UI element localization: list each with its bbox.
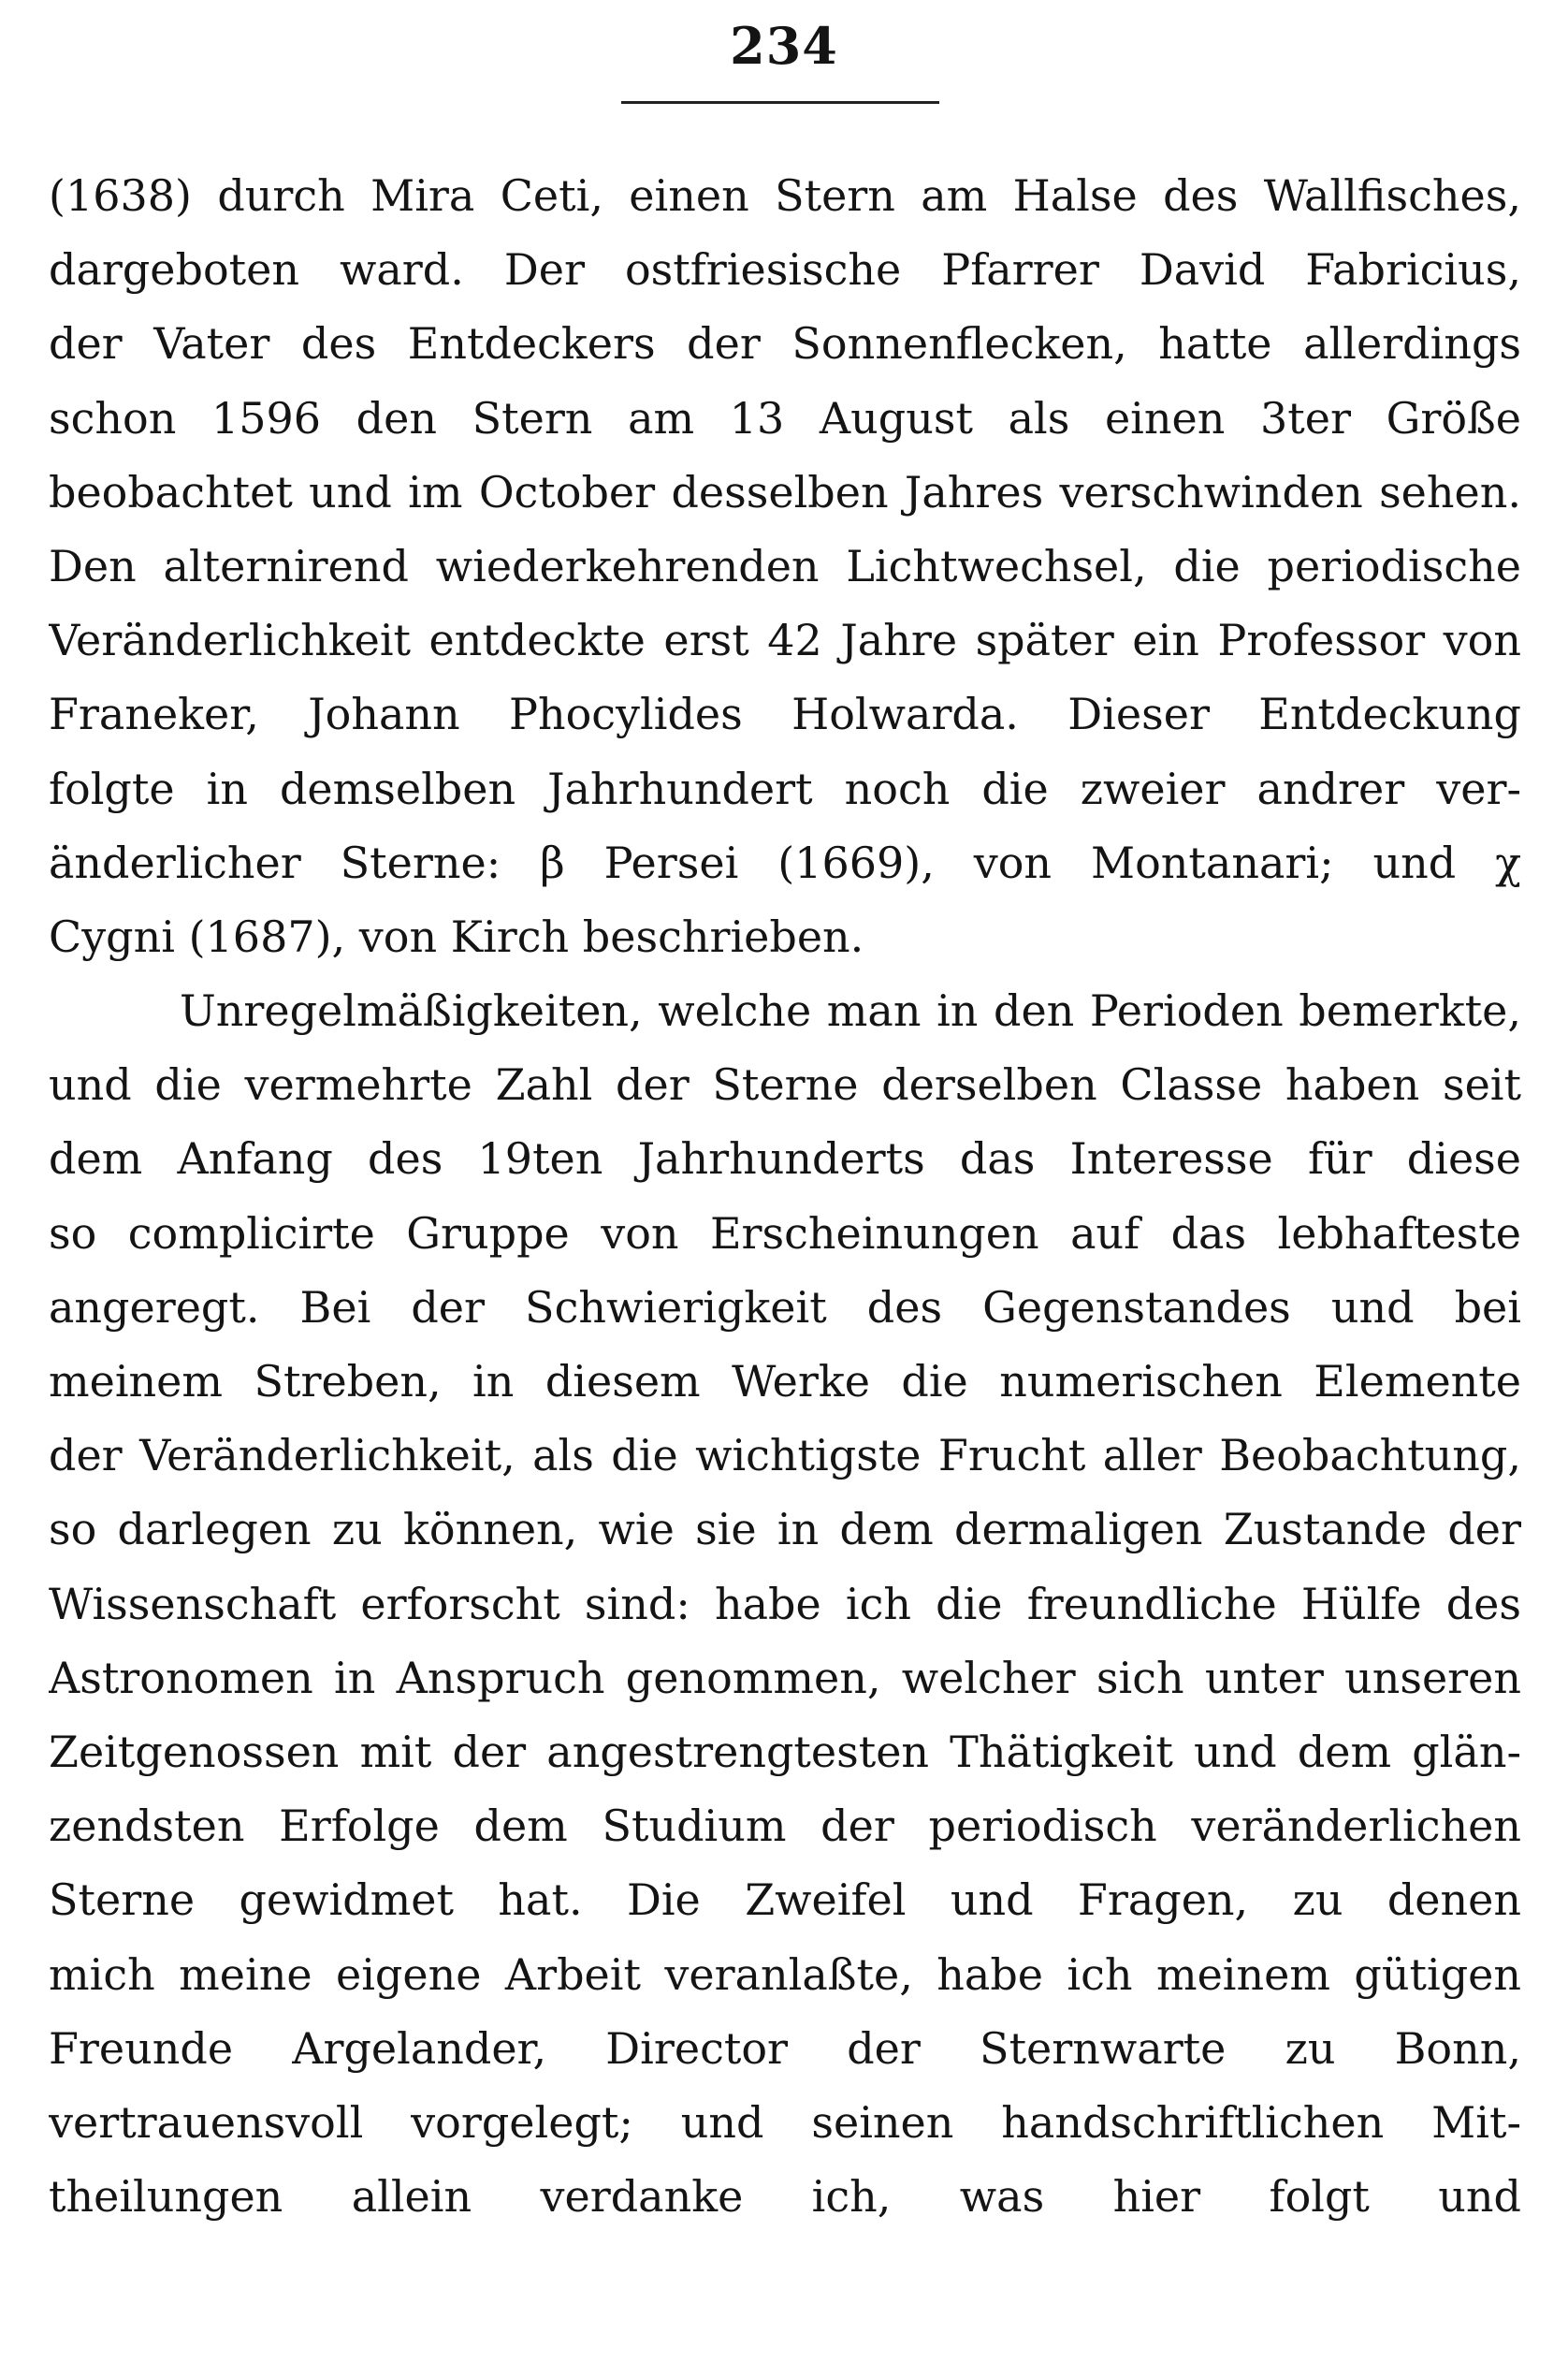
text-line: schon 1596 den Stern am 13 August als einen 3ter Größe (49, 392, 1521, 444)
text-line: Veränderlichkeit entdeckte erst 42 Jahre später ein Professor von (49, 615, 1521, 666)
text-line: zendsten Erfolge dem Studium der periodisch veränderlichen (49, 1801, 1521, 1852)
text-line: Wissenschaft erforscht sind: habe ich die freundliche Hülfe des (49, 1578, 1521, 1629)
text-line: Freunde Argelander, Director der Sternwarte zu Bonn, (49, 2022, 1521, 2074)
text-line: so complicirte Gruppe von Erscheinungen auf das lebhafteste (49, 1207, 1521, 1259)
text-line: dem Anfang des 19ten Jahrhunderts das Interesse für diese (49, 1133, 1521, 1185)
text-line: so darlegen zu können, wie sie in dem dermaligen Zustande der (49, 1504, 1521, 1555)
text-line: Den alternirend wiederkehrenden Lichtwechsel, die periodische (49, 540, 1521, 591)
text-line: Zeitgenossen mit der angestrengtesten Thätigkeit und dem glän- (49, 1726, 1521, 1777)
text-line: angeregt. Bei der Schwierigkeit des Gegenstandes und bei (49, 1281, 1521, 1333)
text-line: (1638) durch Mira Ceti, einen Stern am Halse des Wallfisches, (49, 170, 1521, 221)
text-line: Unregelmäßigkeiten, welche man in den Perioden bemerkte, (180, 985, 1521, 1037)
text-line: änderlicher Sterne: β Persei (1669), von Montanari; und χ (49, 837, 1521, 888)
text-line: Franeker, Johann Phocylides Holwarda. Dieser Entdeckung (49, 689, 1521, 740)
text-line: vertrauensvoll vorgelegt; und seinen handschriftlichen Mit- (49, 2096, 1521, 2148)
text-line: theilungen allein verdanke ich, was hier folgt und (49, 2171, 1521, 2223)
text-line: Cygni (1687), von Kirch beschrieben. (49, 911, 864, 962)
body-text (49, 159, 1521, 2234)
page-number: 234 (730, 16, 838, 76)
text-line: und die vermehrte Zahl der Sterne derselben Classe haben seit (49, 1059, 1521, 1111)
text-line: mich meine eigene Arbeit veranlaßte, habe ich meinem gütigen (49, 1948, 1521, 2000)
text-line: folgte in demselben Jahrhundert noch die zweier andrer ver- (49, 763, 1521, 814)
text-line: Astronomen in Anspruch genommen, welcher sich unter unseren (49, 1652, 1521, 1703)
text-line: dargeboten ward. Der ostfriesische Pfarrer David Fabricius, (49, 244, 1521, 296)
text-line: der Vater des Entdeckers der Sonnenflecken, hatte allerdings (49, 318, 1521, 370)
text-line: der Veränderlichkeit, als die wichtigste Frucht aller Beobachtung, (49, 1430, 1521, 1481)
text-line: Sterne gewidmet hat. Die Zweifel und Fragen, zu denen (49, 1874, 1521, 1926)
text-line: beobachtet und im October desselben Jahres verschwinden sehen. (49, 466, 1521, 518)
header-rule (621, 101, 939, 104)
text-line: meinem Streben, in diesem Werke die numerischen Elemente (49, 1356, 1521, 1407)
